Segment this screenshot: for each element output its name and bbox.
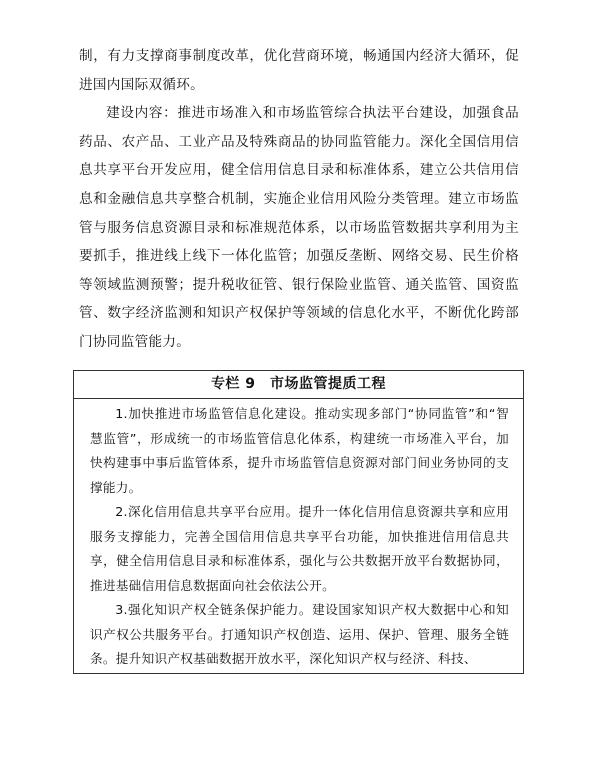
column-item: 1.加快推进市场监管信息化建设。推动实现多部门“协同监管”和“智慧监管”，形成统一的市场监管信息化体系，构建统一市场准入平台，加快构建事中事后监管体系，提升市场监管信息资源对部门间业务协同的支撑能力。: [90, 406, 509, 495]
column-item: 3.强化知识产权全链条保护能力。建设国家知识产权大数据中心和知识产权公共服务平台。打通知识产权创造、运用、保护、管理、服务全链条。提升知识产权基础数据开放水平，深化知识产权与经济、科技、: [90, 602, 509, 666]
column-box-body: [74, 399, 523, 672]
paragraph-construction-content: 建设内容：推进市场准入和市场监管综合执法平台建设，加强食品药品、农产品、工业产品及特殊商品的协同监管能力。深化全国信用信息共享平台开发应用，健全信用信息目录和标准体系，建立公共信用信息和金融信息共享整合机制，实施企业信用风险分类管理。建立市场监管与服务信息资源目录和标准规范体系，以市场监管数据共享利用为主要抓手，推进线上线下一体化监管；加强反垄断、网络交易、民生价格等领域监测预警；提升税收征管、银行保险业监管、通关监管、国资监管、数字经济监测和知识产权保护等领域的信息化水平，不断优化跨部门协同监管能力。: [79, 105, 519, 350]
body-text: [79, 42, 519, 357]
column-box-title: 专栏 9 市场监管提质工程: [74, 371, 523, 399]
column-item: 2.深化信用信息共享平台应用。提升一体化信用信息资源共享和应用服务支撑能力，完善全国信用信息共享平台功能，加快推进信用信息共享，健全信用信息目录和标准体系，强化与公共数据开放平台数据协同，推进基础信用信息数据面向社会依法公开。: [90, 504, 509, 593]
column-box: [73, 370, 524, 674]
paragraph-continued: 制，有力支撑商事制度改革，优化营商环境，畅通国内经济大循环，促进国内国际双循环。: [79, 48, 519, 93]
